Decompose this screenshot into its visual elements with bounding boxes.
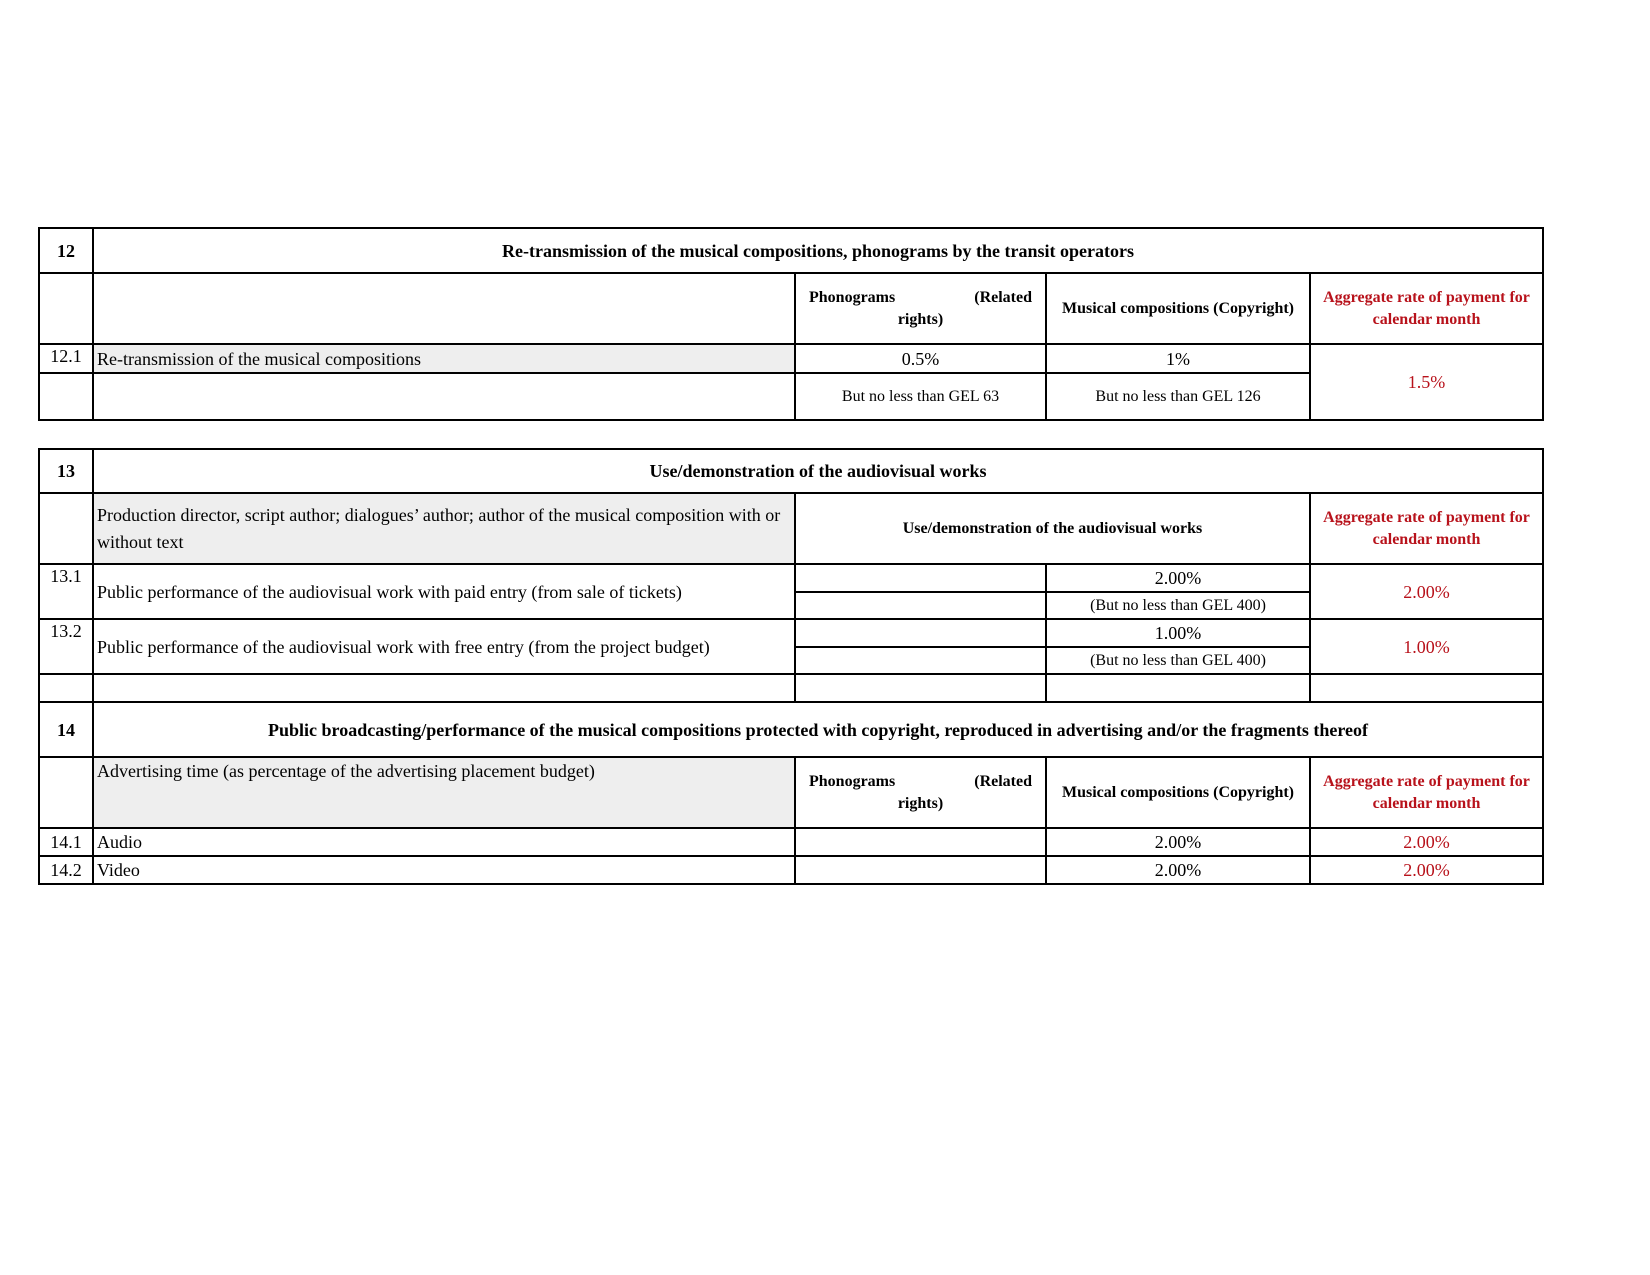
section-14-description: Advertising time (as percentage of the advertising placement budget) xyxy=(93,757,795,828)
section-14-number: 14 xyxy=(39,702,93,757)
empty-cell xyxy=(39,674,93,702)
row-number: 14.1 xyxy=(39,828,93,856)
copyright-minimum: (But no less than GEL 400) xyxy=(1046,647,1310,674)
empty-cell xyxy=(795,828,1046,856)
empty-cell xyxy=(93,674,795,702)
empty-cell xyxy=(795,592,1046,619)
copyright-rate: 2.00% xyxy=(1046,564,1310,592)
row-13-1 xyxy=(39,564,1543,592)
empty-cell xyxy=(795,619,1046,647)
empty-cell xyxy=(39,757,93,828)
copyright-minimum: (But no less than GEL 400) xyxy=(1046,592,1310,619)
aggregate-rate: 1.5% xyxy=(1310,344,1543,420)
row-13-2 xyxy=(39,619,1543,647)
section-13-14-table xyxy=(38,448,1544,885)
musical-compositions-column-header: Musical compositions (Copyright) xyxy=(1046,273,1310,344)
empty-cell xyxy=(39,273,93,344)
row-label: Audio xyxy=(93,828,795,856)
empty-cell xyxy=(795,674,1046,702)
aggregate-rate-column-header: Aggregate rate of payment for calendar month xyxy=(1310,757,1543,828)
musical-rate: 2.00% xyxy=(1046,828,1310,856)
empty-cell xyxy=(795,856,1046,884)
section-13-header-row xyxy=(39,449,1543,493)
section-12-column-header-row xyxy=(39,273,1543,344)
aggregate-rate: 2.00% xyxy=(1310,856,1543,884)
section-14-column-header-row xyxy=(39,757,1543,828)
musical-rate: 2.00% xyxy=(1046,856,1310,884)
musical-rate: 1% xyxy=(1046,344,1310,373)
aggregate-rate-column-header: Aggregate rate of payment for calendar month xyxy=(1310,493,1543,564)
spacer-row xyxy=(39,674,1543,702)
empty-cell xyxy=(39,493,93,564)
section-12-table xyxy=(38,227,1544,421)
section-13-description: Production director, script author; dialogues’ author; author of the musical composition with or without text xyxy=(93,493,795,564)
row-number: 12.1 xyxy=(39,344,93,373)
empty-cell xyxy=(39,373,93,420)
empty-cell xyxy=(1046,674,1310,702)
row-14-2 xyxy=(39,856,1543,884)
phonograms-column-header: Phonograms (Related rights) xyxy=(795,273,1046,344)
row-label: Public performance of the audiovisual work with paid entry (from sale of tickets) xyxy=(93,564,795,619)
section-12-title: Re-transmission of the musical compositions, phonograms by the transit operators xyxy=(93,228,1543,273)
section-13-number: 13 xyxy=(39,449,93,493)
phonograms-rate: 0.5% xyxy=(795,344,1046,373)
row-label: Public performance of the audiovisual work with free entry (from the project budget) xyxy=(93,619,795,674)
empty-cell xyxy=(795,647,1046,674)
section-13-title: Use/demonstration of the audiovisual works xyxy=(93,449,1543,493)
aggregate-rate: 2.00% xyxy=(1310,828,1543,856)
section-13-column-header-row xyxy=(39,493,1543,564)
empty-cell xyxy=(795,564,1046,592)
empty-cell xyxy=(1310,674,1543,702)
aggregate-rate: 1.00% xyxy=(1310,619,1543,674)
aggregate-rate: 2.00% xyxy=(1310,564,1543,619)
aggregate-rate-column-header: Aggregate rate of payment for calendar month xyxy=(1310,273,1543,344)
section-12-header-row xyxy=(39,228,1543,273)
use-demonstration-column-header: Use/demonstration of the audiovisual works xyxy=(795,493,1310,564)
section-14-title: Public broadcasting/performance of the musical compositions protected with copyright, reproduced in advertising and/or the fragments thereof xyxy=(93,702,1543,757)
phonograms-column-header: Phonograms (Related rights) xyxy=(795,757,1046,828)
row-number: 13.1 xyxy=(39,564,93,619)
empty-cell xyxy=(93,273,795,344)
phonograms-minimum: But no less than GEL 63 xyxy=(795,373,1046,420)
section-14-header-row xyxy=(39,702,1543,757)
row-12-1 xyxy=(39,344,1543,373)
row-label: Re-transmission of the musical compositions xyxy=(93,344,795,373)
row-14-1 xyxy=(39,828,1543,856)
empty-cell xyxy=(93,373,795,420)
copyright-rate: 1.00% xyxy=(1046,619,1310,647)
musical-minimum: But no less than GEL 126 xyxy=(1046,373,1310,420)
row-label: Video xyxy=(93,856,795,884)
row-number: 14.2 xyxy=(39,856,93,884)
tariff-sheet xyxy=(38,227,1542,885)
row-number: 13.2 xyxy=(39,619,93,674)
section-12-number: 12 xyxy=(39,228,93,273)
musical-compositions-column-header: Musical compositions (Copyright) xyxy=(1046,757,1310,828)
